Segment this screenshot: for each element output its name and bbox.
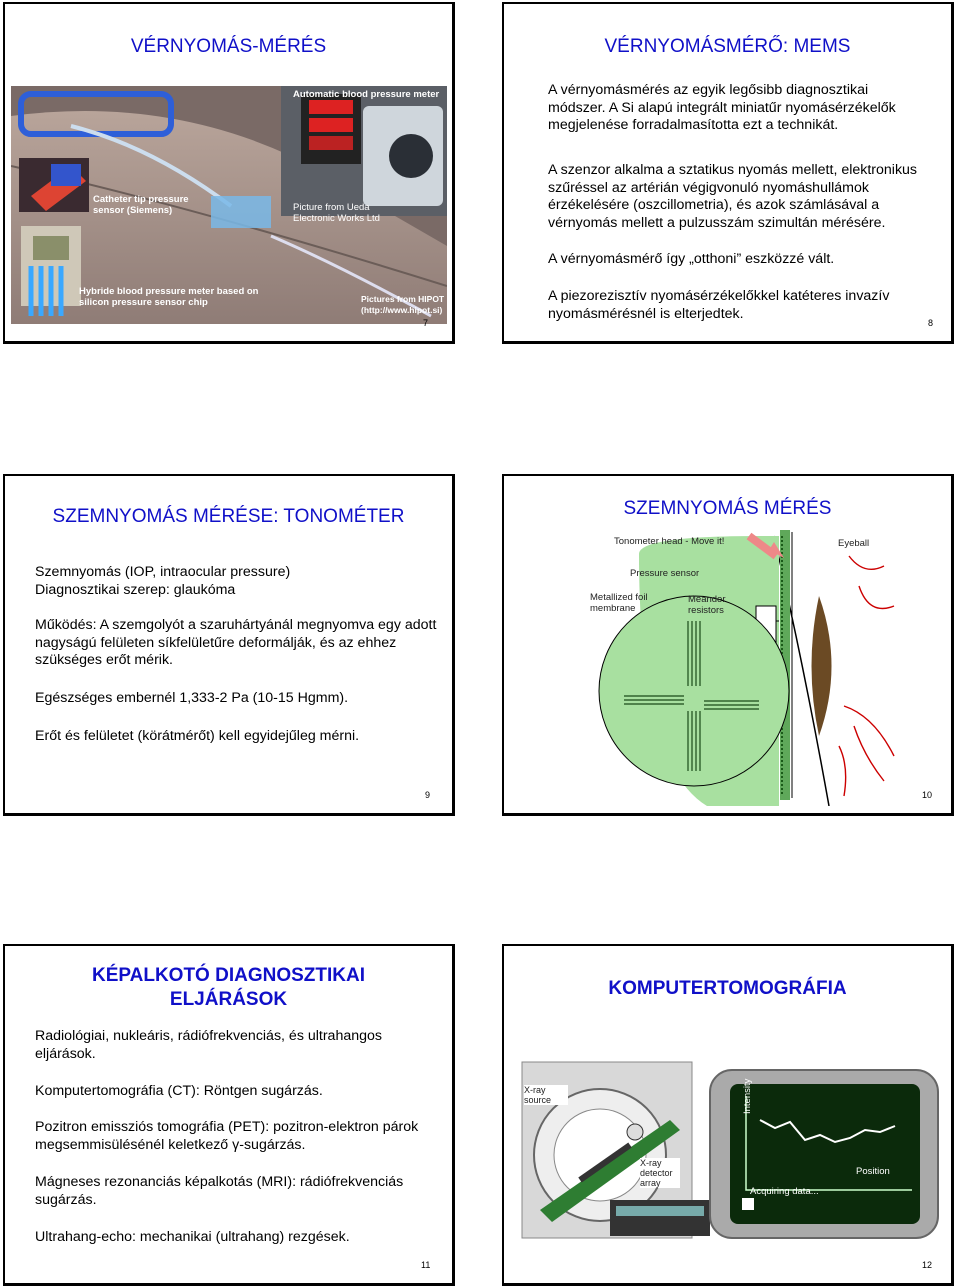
paragraph: A szenzor alkalma a sztatikus nyomás mellett, elektronikus szűréssel az artérián végigvonuló nyomáshullámok érzékelésére (oszcillometria), és azok számlásával a vérnyomás mellett a pulzusszám szimultán mérésére. <box>548 162 918 231</box>
intensity-label: Intensity <box>742 1078 753 1114</box>
slide-title: VÉRNYOMÁSMÉRŐ: MEMS <box>604 36 851 57</box>
slide-11 <box>3 944 455 1286</box>
page-number: 11 <box>421 1260 431 1270</box>
ueda-label: Picture from Ueda Electronic Works Ltd <box>293 202 380 224</box>
paragraph: Erőt és felületet (körátmérőt) kell egyidejűleg mérni. <box>35 728 360 744</box>
slide-9 <box>3 474 455 816</box>
page-number: 10 <box>922 790 933 800</box>
pressure-sensor-label: Pressure sensor <box>630 568 700 579</box>
catheter-label: Catheter tip pressure sensor (Siemens) <box>93 194 189 216</box>
slide-title: SZEMNYOMÁS MÉRÉSE: TONOMÉTER <box>52 506 405 527</box>
foil-label: Metallized foil membrane <box>590 592 648 614</box>
paragraph: Egészséges embernél 1,333-2 Pa (10-15 Hgmm). <box>35 690 349 706</box>
slide-12 <box>502 944 954 1286</box>
page-number: 9 <box>425 790 431 800</box>
paragraph: Komputertomográfia (CT): Röntgen sugárzás. <box>35 1083 323 1099</box>
paragraph: Pozitron emissziós tomográfia (PET): pozitron-elektron párok megsemmisülésénél keletkező γ-sugárzás. <box>35 1119 419 1153</box>
slide-7 <box>3 2 455 344</box>
slide-title: KOMPUTERTOMOGRÁFIA <box>608 978 847 999</box>
meander-label: Meander resistors <box>688 594 726 616</box>
slide-8 <box>502 2 954 344</box>
hipot-label: Pictures from HIPOT (http://www.hipot.si) <box>361 294 445 315</box>
page-number: 7 <box>423 318 429 328</box>
paragraph: A vérnyomásmérés az egyik legősibb diagnosztikai módszer. A Si alapú integrált miniatűr nyomásérzékelők megjelenése forradalmasította ezt a technikát. <box>548 82 896 133</box>
slide-title: VÉRNYOMÁS-MÉRÉS <box>130 36 327 57</box>
acquiring-label: Acquiring data... <box>750 1186 819 1197</box>
page-number: 12 <box>922 1260 933 1270</box>
paragraph: Szemnyomás (IOP, intraocular pressure) Diagnosztikai szerep: glaukóma <box>35 564 291 598</box>
tonometer-head-label: Tonometer head - Move it! <box>614 536 725 547</box>
paragraph: A vérnyomásmérő így „otthoni” eszközzé vált. <box>548 251 835 267</box>
position-label: Position <box>856 1166 890 1177</box>
paragraph: Mágneses rezonanciás képalkotás (MRI): rádiófrekvenciás sugárzás. <box>35 1174 404 1208</box>
hybride-label: Hybride blood pressure meter based on silicon pressure sensor chip <box>79 286 259 308</box>
slide-title: KÉPALKOTÓ DIAGNOSZTIKAI ELJÁRÁSOK <box>91 965 366 1010</box>
auto-meter-label: Automatic blood pressure meter <box>293 89 440 100</box>
paragraph: Radiológiai, nukleáris, rádiófrekvenciás, és ultrahangos eljárások. <box>35 1028 382 1062</box>
xray-source-label: X-ray source <box>524 1085 568 1105</box>
slide-10 <box>502 474 954 816</box>
detector-label: X-ray detector array <box>640 1158 680 1188</box>
paragraph: Működés: A szemgolyót a szaruhártyánál megnyomva egy adott nagyságú felületen síkfelületűre deformálják, és az ehhez szükséges erőt mérik. <box>35 617 437 668</box>
paragraph: Ultrahang-echo: mechanikai (ultrahang) rezgések. <box>35 1229 350 1245</box>
eyeball-label: Eyeball <box>838 538 870 549</box>
slide-title: SZEMNYOMÁS MÉRÉS <box>623 498 832 519</box>
paragraph: A piezorezisztív nyomásérzékelőkkel katéteres invazív nyomásmérésnél is elterjedtek. <box>548 288 890 322</box>
ct-scanner-illustration <box>520 1060 940 1240</box>
page-number: 8 <box>928 318 934 328</box>
